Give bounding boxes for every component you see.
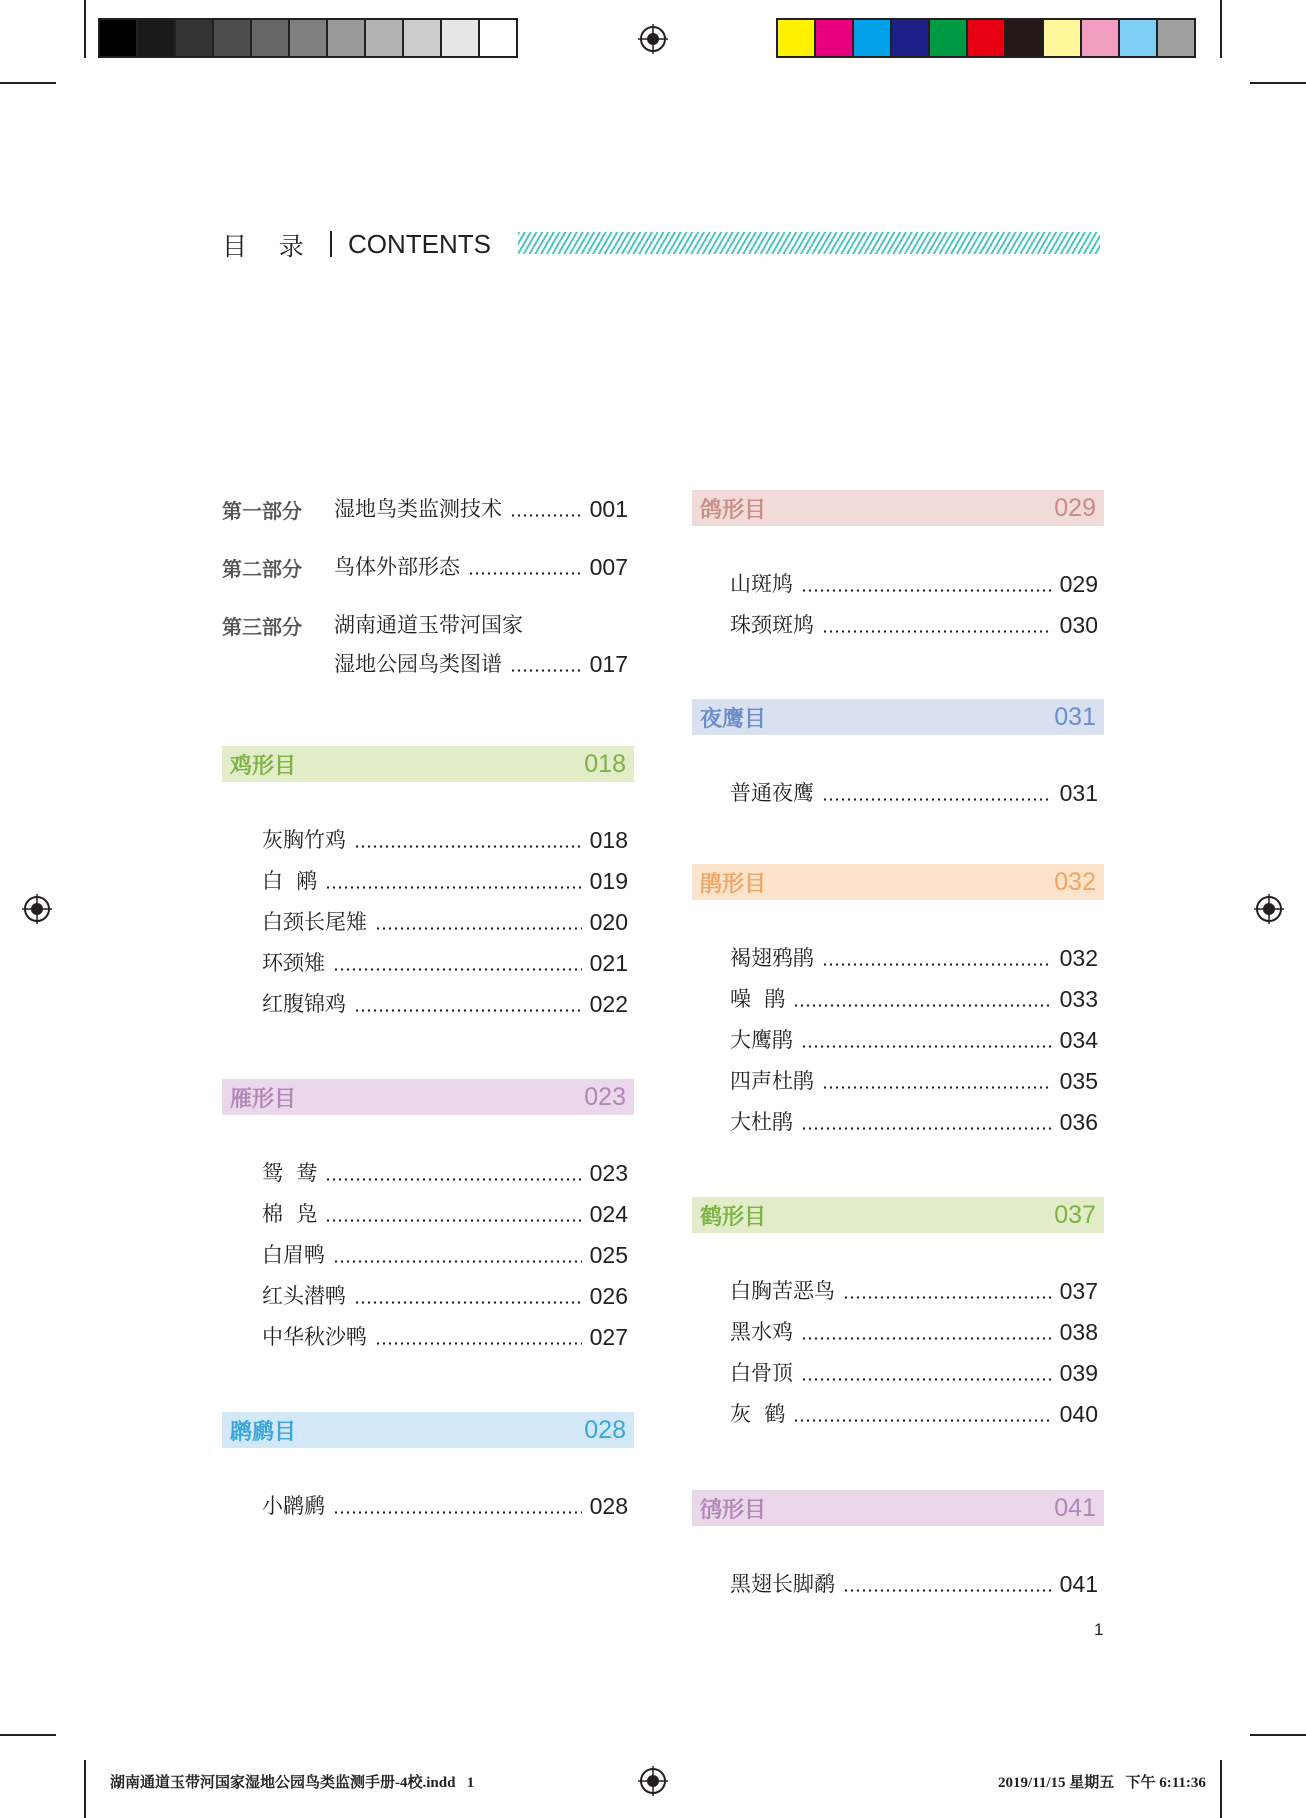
- section-title: 夜鹰目: [700, 706, 767, 732]
- part-3-page: 017: [589, 651, 628, 677]
- part-1-title: 湿地鸟类监测技术: [334, 497, 502, 521]
- toc-entry[interactable]: [730, 942, 1098, 972]
- color-swatch: [138, 20, 176, 56]
- entry-page: 021: [589, 950, 628, 976]
- entry-page: 027: [589, 1324, 628, 1350]
- entry-page: 030: [1059, 612, 1098, 638]
- entry-page: 022: [589, 991, 628, 1017]
- section-page: 028: [584, 1415, 626, 1444]
- part-2-title: 鸟体外部形态: [334, 555, 460, 579]
- section-page: 029: [1054, 493, 1096, 522]
- entry-name: 中华秋沙鸭: [262, 1325, 367, 1349]
- leader-dots: [354, 1009, 582, 1012]
- entry-page: 029: [1059, 571, 1098, 597]
- section-page: 037: [1054, 1200, 1096, 1229]
- entry-name: 黑水鸡: [730, 1320, 793, 1344]
- entry-name: 四声杜鹃: [730, 1069, 814, 1093]
- leader-dots: [333, 968, 582, 971]
- color-swatch: [1082, 20, 1120, 56]
- part-1-label: 第一部分: [222, 499, 302, 523]
- toc-entry[interactable]: [262, 1198, 628, 1228]
- part-3-entry[interactable]: [334, 648, 628, 678]
- section-header[interactable]: [692, 1197, 1104, 1233]
- section-title: 鹃形目: [700, 871, 767, 897]
- leader-dots: [843, 1296, 1052, 1299]
- part-3-label: 第三部分: [222, 615, 302, 639]
- leader-dots: [354, 845, 582, 848]
- color-swatch: [328, 20, 366, 56]
- color-swatch: [930, 20, 968, 56]
- entry-name: 红腹锦鸡: [262, 992, 346, 1016]
- leader-dots: [801, 1378, 1052, 1381]
- toc-entry[interactable]: [262, 1157, 628, 1187]
- color-swatch: [442, 20, 480, 56]
- color-swatch: [100, 20, 138, 56]
- section-header[interactable]: [692, 699, 1104, 735]
- registration-mark-bottom-icon: [638, 1766, 668, 1796]
- leader-dots: [468, 572, 582, 575]
- section-header[interactable]: [692, 1490, 1104, 1526]
- entry-page: 039: [1059, 1360, 1098, 1386]
- color-swatch: [290, 20, 328, 56]
- color-swatch: [1120, 20, 1158, 56]
- section-title: 鸽形目: [700, 497, 767, 523]
- color-swatch: [1044, 20, 1082, 56]
- title-divider: [330, 231, 332, 257]
- section-title: 鸡形目: [230, 753, 297, 779]
- entry-name: 灰 鹤: [730, 1402, 786, 1426]
- entry-page: 041: [1059, 1571, 1098, 1597]
- entry-page: 034: [1059, 1027, 1098, 1053]
- color-swatch: [480, 20, 516, 56]
- slug-timestamp: 2019/11/15 星期五 下午 6:11:36: [998, 1775, 1206, 1791]
- section-page: 031: [1054, 702, 1096, 731]
- section-page: 018: [584, 749, 626, 778]
- toc-entry[interactable]: [730, 609, 1098, 639]
- toc-entry[interactable]: [262, 1280, 628, 1310]
- section-header[interactable]: [222, 1079, 634, 1115]
- leader-dots: [801, 1127, 1052, 1130]
- entry-name: 棉 凫: [262, 1202, 318, 1226]
- leader-dots: [843, 1589, 1052, 1592]
- color-swatch: [778, 20, 816, 56]
- leader-dots: [510, 514, 582, 517]
- toc-entry[interactable]: [262, 865, 628, 895]
- section-header[interactable]: [222, 1412, 634, 1448]
- entry-page: 040: [1059, 1401, 1098, 1427]
- leader-dots: [510, 669, 582, 672]
- leader-dots: [325, 886, 581, 889]
- color-swatch: [404, 20, 442, 56]
- toc-entry[interactable]: [262, 824, 628, 854]
- color-swatch: [252, 20, 290, 56]
- toc-entry[interactable]: [730, 777, 1098, 807]
- color-swatch: [366, 20, 404, 56]
- entry-name: 鸳 鸯: [262, 1161, 318, 1185]
- section-title: 鸻形目: [700, 1497, 767, 1523]
- part-3-title-line-2: 湿地公园鸟类图谱: [334, 652, 502, 676]
- entry-name: 红头潜鸭: [262, 1284, 346, 1308]
- registration-mark-left-icon: [22, 894, 52, 924]
- color-calibration-bar: [776, 18, 1196, 58]
- entry-name: 白胸苦恶鸟: [730, 1279, 835, 1303]
- leader-dots: [354, 1301, 582, 1304]
- part-2-label: 第二部分: [222, 557, 302, 581]
- registration-mark-top-icon: [638, 24, 668, 54]
- entry-name: 普通夜鹰: [730, 781, 814, 805]
- hatched-rule: [518, 232, 1100, 254]
- entry-page: 035: [1059, 1068, 1098, 1094]
- leader-dots: [822, 630, 1052, 633]
- leader-dots: [325, 1178, 581, 1181]
- contents-title-en: CONTENTS: [348, 229, 491, 259]
- entry-name: 大鹰鹃: [730, 1028, 793, 1052]
- toc-entry[interactable]: [262, 988, 628, 1018]
- section-header[interactable]: [222, 746, 634, 782]
- toc-entry[interactable]: [262, 1490, 628, 1520]
- gray-calibration-bar: [98, 18, 518, 58]
- entry-page: 032: [1059, 945, 1098, 971]
- leader-dots: [801, 1337, 1052, 1340]
- entry-page: 026: [589, 1283, 628, 1309]
- toc-entry[interactable]: [730, 1024, 1098, 1054]
- toc-entry[interactable]: [262, 1321, 628, 1351]
- toc-entry[interactable]: [730, 1275, 1098, 1305]
- entry-page: 031: [1059, 780, 1098, 806]
- entry-page: 025: [589, 1242, 628, 1268]
- color-swatch: [176, 20, 214, 56]
- leader-dots: [375, 927, 582, 930]
- color-swatch: [892, 20, 930, 56]
- toc-entry[interactable]: [730, 1106, 1098, 1136]
- entry-name: 大杜鹃: [730, 1110, 793, 1134]
- color-swatch: [1006, 20, 1044, 56]
- entry-name: 噪 鹃: [730, 987, 786, 1011]
- part-2-page: 007: [589, 554, 628, 580]
- page-number: 1: [1094, 1620, 1104, 1639]
- section-title: 鹤形目: [700, 1204, 767, 1230]
- leader-dots: [375, 1342, 582, 1345]
- entry-page: 023: [589, 1160, 628, 1186]
- color-swatch: [816, 20, 854, 56]
- entry-page: 020: [589, 909, 628, 935]
- leader-dots: [822, 798, 1052, 801]
- toc-entry[interactable]: [730, 1398, 1098, 1428]
- section-title: 䴙䴘目: [230, 1419, 297, 1445]
- entry-page: 038: [1059, 1319, 1098, 1345]
- part-1-page: 001: [589, 496, 628, 522]
- leader-dots: [793, 1419, 1051, 1422]
- entry-name: 白颈长尾雉: [262, 910, 367, 934]
- leader-dots: [822, 963, 1052, 966]
- toc-entry[interactable]: [730, 1568, 1098, 1598]
- leader-dots: [325, 1219, 581, 1222]
- toc-entry[interactable]: [730, 568, 1098, 598]
- entry-name: 山斑鸠: [730, 572, 793, 596]
- entry-name: 白 鹇: [262, 869, 318, 893]
- toc-entry[interactable]: [730, 1065, 1098, 1095]
- color-swatch: [214, 20, 252, 56]
- entry-name: 黑翅长脚鹬: [730, 1572, 835, 1596]
- section-page: 023: [584, 1082, 626, 1111]
- leader-dots: [822, 1086, 1052, 1089]
- leader-dots: [801, 1045, 1052, 1048]
- entry-name: 珠颈斑鸠: [730, 613, 814, 637]
- entry-name: 白眉鸭: [262, 1243, 325, 1267]
- leader-dots: [793, 1004, 1051, 1007]
- part-3-title-line-1: 湖南通道玉带河国家: [334, 613, 523, 637]
- color-swatch: [1158, 20, 1194, 56]
- leader-dots: [333, 1260, 582, 1263]
- toc-entry[interactable]: [730, 1357, 1098, 1387]
- part-1-entry[interactable]: [334, 493, 628, 523]
- section-header[interactable]: [692, 864, 1104, 900]
- entry-page: 019: [589, 868, 628, 894]
- toc-entry[interactable]: [730, 1316, 1098, 1346]
- entry-name: 白骨顶: [730, 1361, 793, 1385]
- leader-dots: [333, 1511, 582, 1514]
- entry-name: 环颈雉: [262, 951, 325, 975]
- entry-name: 小䴙䴘: [262, 1494, 325, 1518]
- entry-page: 018: [589, 827, 628, 853]
- toc-entry[interactable]: [262, 947, 628, 977]
- entry-name: 褐翅鸦鹃: [730, 946, 814, 970]
- leader-dots: [801, 589, 1052, 592]
- part-2-entry[interactable]: [334, 551, 628, 581]
- toc-entry[interactable]: [730, 983, 1098, 1013]
- section-page: 032: [1054, 867, 1096, 896]
- entry-page: 033: [1059, 986, 1098, 1012]
- section-page: 041: [1054, 1493, 1096, 1522]
- entry-page: 028: [589, 1493, 628, 1519]
- entry-page: 037: [1059, 1278, 1098, 1304]
- entry-name: 灰胸竹鸡: [262, 828, 346, 852]
- toc-entry[interactable]: [262, 906, 628, 936]
- registration-mark-right-icon: [1254, 894, 1284, 924]
- color-swatch: [968, 20, 1006, 56]
- section-title: 雁形目: [230, 1086, 297, 1112]
- contents-title: 目 录: [222, 232, 304, 261]
- section-header[interactable]: [692, 490, 1104, 526]
- toc-entry[interactable]: [262, 1239, 628, 1269]
- color-swatch: [854, 20, 892, 56]
- slug-filename: 湖南通道玉带河国家湿地公园鸟类监测手册-4校.indd 1: [110, 1775, 475, 1791]
- entry-page: 024: [589, 1201, 628, 1227]
- entry-page: 036: [1059, 1109, 1098, 1135]
